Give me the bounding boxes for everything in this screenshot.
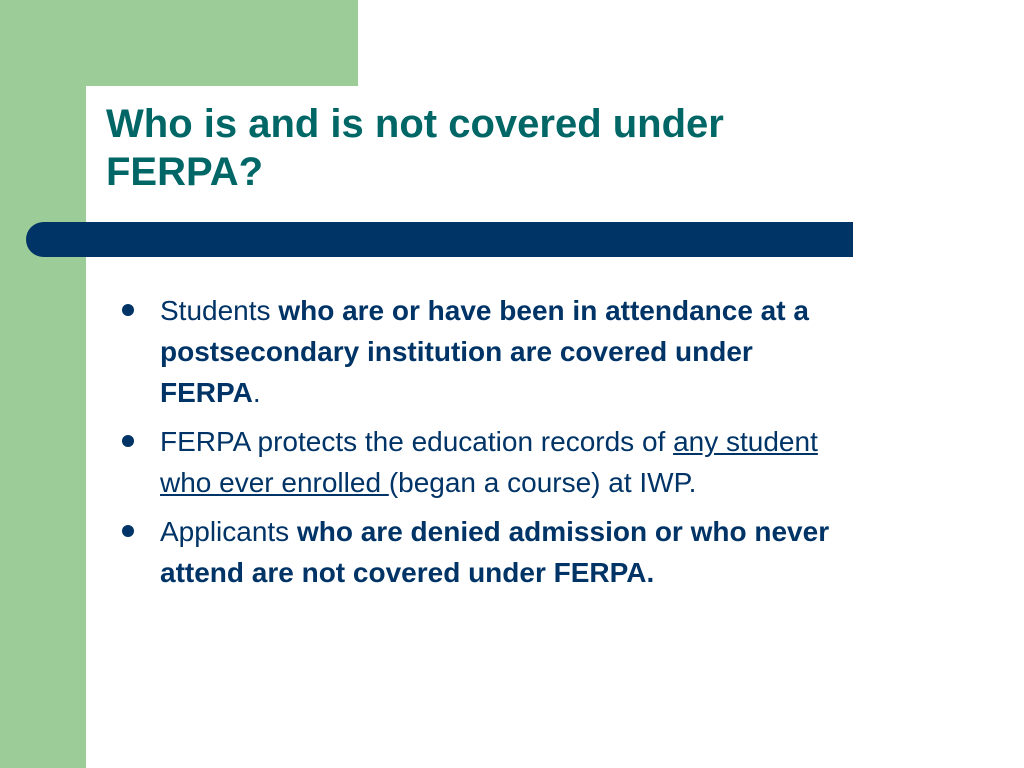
bullet-text-tail: (began a course) at IWP. xyxy=(388,467,697,498)
bullet-dot-icon xyxy=(122,525,134,537)
bullet-text-normal: Applicants xyxy=(160,516,297,547)
slide-title-line-1: Who is and is not covered under xyxy=(106,102,724,146)
slide-title xyxy=(106,100,986,196)
bullet-dot-icon xyxy=(122,435,134,447)
top-green-band xyxy=(0,0,358,86)
slide-title-line-2: FERPA? xyxy=(106,150,264,194)
left-green-band xyxy=(0,0,86,768)
bullet-text-bold: who are denied admission or who never attend are not covered under FERPA. xyxy=(160,516,830,588)
title-divider-bar xyxy=(26,222,853,257)
bullet-text-tail: . xyxy=(252,377,261,408)
bullet-item-applicants xyxy=(120,511,840,593)
bullet-dot-icon xyxy=(122,304,134,316)
bullet-item-education-records xyxy=(120,421,840,503)
bullet-list xyxy=(120,290,840,601)
bullet-text-lead: FERPA protects the education records of xyxy=(160,426,674,457)
bullet-text-underlined: any student who ever enrolled xyxy=(160,426,818,498)
bullet-text-normal: Students xyxy=(160,295,279,326)
bullet-item-students xyxy=(120,290,840,413)
bullet-text-bold: who are or have been in attendance at a postsecondary institution are covered under FERPA xyxy=(160,295,809,408)
